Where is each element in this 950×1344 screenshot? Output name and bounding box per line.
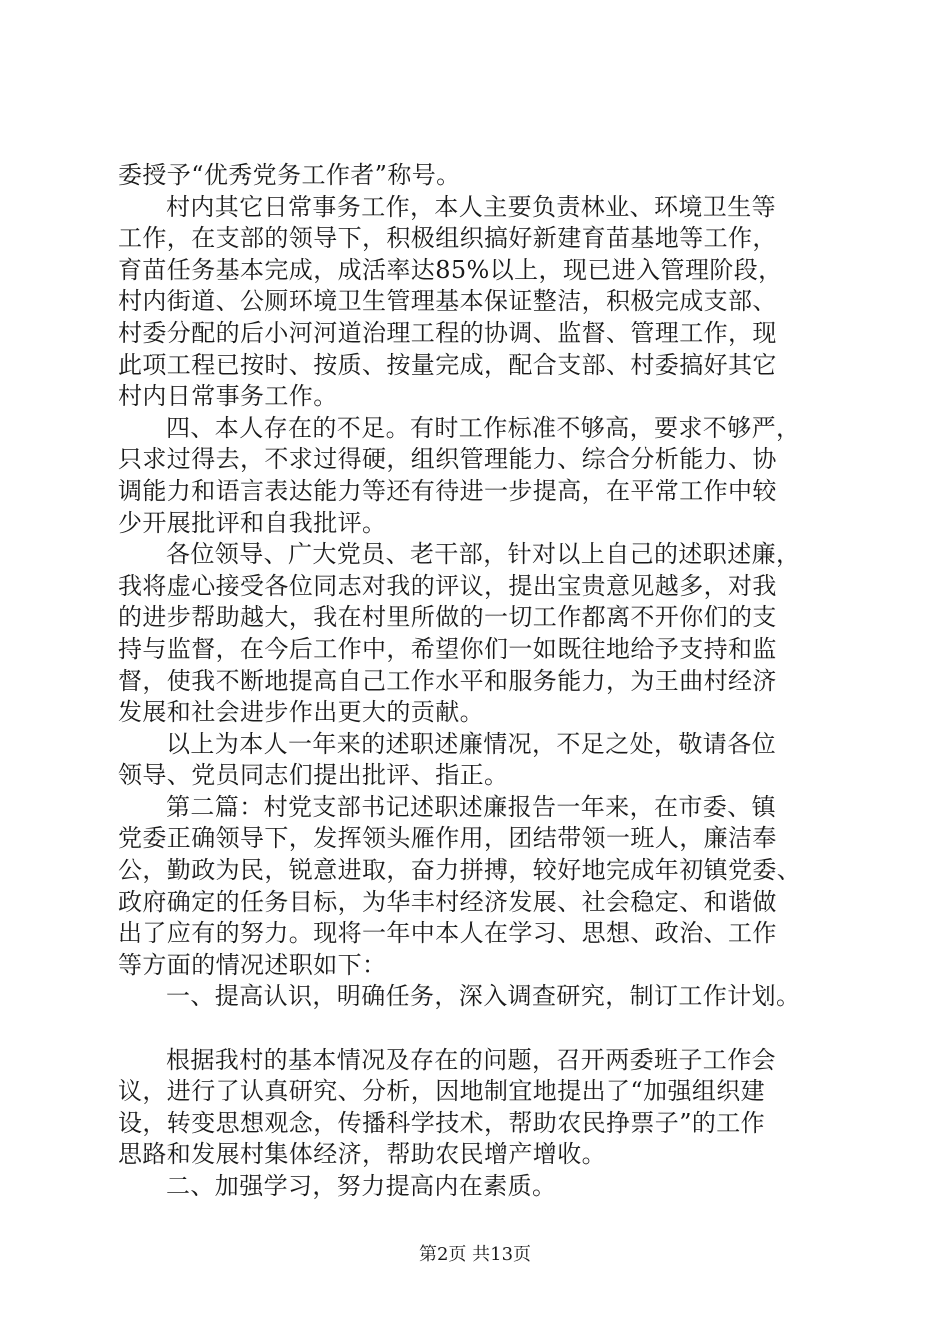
page-number-footer: 第2页 共13页 [418,1244,532,1265]
text-line: 一、提高认识，明确任务，深入调查研究，制订工作计划。 [166,982,801,1011]
text-line: 调能力和语言表达能力等还有待进一步提高，在平常工作中较 [118,476,777,505]
text-line: 少开展批评和自我批评。 [118,508,387,537]
text-line: 委授予“优秀党务工作者”称号。 [118,161,461,189]
text-line: 二、加强学习，努力提高内在素质。 [166,1172,557,1200]
text-line: 议，进行了认真研究、分析，因地制宜地提出了“加强组织建 [118,1077,766,1106]
text-line: 党委正确领导下，发挥领头雁作用，团结带领一班人，廉洁奉 [118,824,777,853]
text-line: 第二篇：村党支部书记述职述廉报告一年来，在市委、镇 [166,792,776,821]
text-line: 工作，在支部的领导下，积极组织搞好新建育苗基地等工作， [118,224,777,253]
text-line: 以上为本人一年来的述职述廉情况，不足之处，敬请各位 [166,729,776,758]
text-line: 的进步帮助越大，我在村里所做的一切工作都离不开你们的支 [118,603,777,632]
text-line: 此项工程已按时、按质、按量完成，配合支部、村委搞好其它 [118,350,777,379]
text-line: 政府确定的任务目标，为华丰村经济发展、社会稳定、和谐做 [118,887,777,916]
blank-line [118,1013,852,1045]
text-line: 等方面的情况述职如下： [118,950,387,979]
text-line: 村委分配的后小河河道治理工程的协调、监督、管理工作，现 [118,318,777,347]
text-line: 育苗任务基本完成，成活率达85%以上，现已进入管理阶段， [118,255,783,284]
document-body [118,160,852,1203]
text-line: 四、本人存在的不足。有时工作标准不够高，要求不够严， [166,413,801,442]
text-line: 督，使我不断地提高自己工作水平和服务能力，为王曲村经济 [118,666,777,695]
text-line: 村内日常事务工作。 [118,382,338,411]
text-line: 村内其它日常事务工作，本人主要负责林业、环境卫生等 [166,192,776,221]
text-line: 领导、党员同志们提出批评、指正。 [118,761,509,790]
text-line: 我将虚心接受各位同志对我的评议，提出宝贵意见越多，对我 [118,571,777,600]
text-line: 思路和发展村集体经济，帮助农民增产增收。 [118,1140,606,1169]
text-line: 各位领导、广大党员、老干部，针对以上自己的述职述廉， [166,540,801,569]
text-line: 发展和社会进步作出更大的贡献。 [118,698,484,727]
text-line: 设，转变思想观念，传播科学技术，帮助农民挣票子”的工作 [118,1108,766,1137]
text-line: 持与监督，在今后工作中，希望你们一如既往地给予支持和监 [118,634,777,663]
text-line: 根据我村的基本情况及存在的问题，召开两委班子工作会 [166,1045,776,1074]
text-line: 公，勤政为民，锐意进取，奋力拼搏，较好地完成年初镇党委、 [118,856,802,885]
text-line: 出了应有的努力。现将一年中本人在学习、思想、政治、工作 [118,919,777,948]
text-line: 村内街道、公厕环境卫生管理基本保证整洁，积极完成支部、 [118,287,777,316]
text-line: 只求过得去，不求过得硬，组织管理能力、综合分析能力、协 [118,445,777,474]
